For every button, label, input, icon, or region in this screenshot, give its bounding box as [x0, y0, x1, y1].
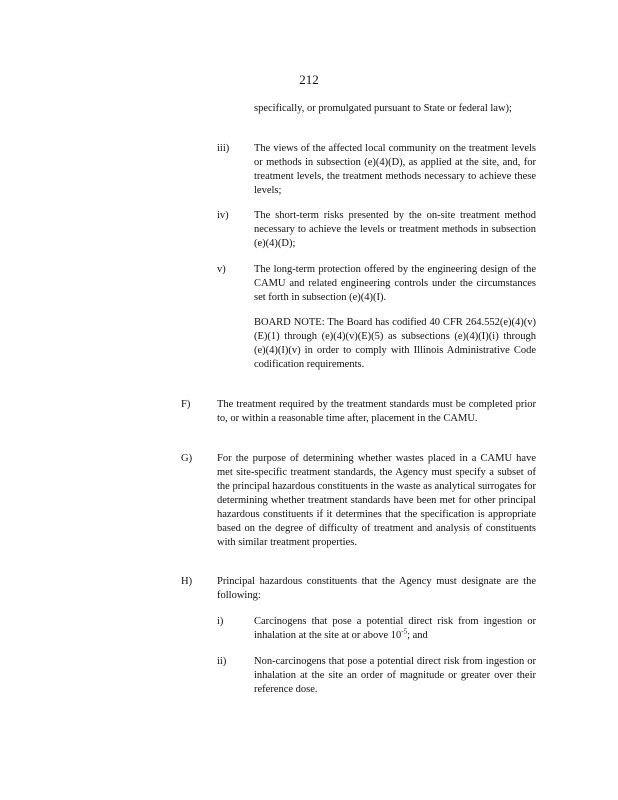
item-h-i-label: i) — [217, 616, 224, 627]
section-h-text: Principal hazardous constituents that the Agency must designate are the following: — [217, 576, 536, 601]
item-h-i-text: Carcinogens that pose a potential direct risk from ingestion or inhalation at the site at or above $10^{-5}$; and — [254, 616, 536, 641]
section-f-label: F) — [181, 399, 191, 410]
item-h-ii-label: ii) — [217, 656, 227, 667]
section-f-text: The treatment required by the treatment standards must be completed prior to, or within a reasonable time after, placement in the CAMU. — [217, 399, 536, 424]
item-v-label: v) — [217, 264, 226, 275]
item-iii-text: The views of the affected local community on the treatment levels or methods in subsection (e)(4)(D), as applied at the site, and, for treatment levels, the treatment methods necessary to achieve these levels; — [254, 143, 536, 196]
item-h-ii-text: Non-carcinogens that pose a potential direct risk from ingestion or inhalation at the site an order of magnitude or greater over their reference dose. — [254, 656, 536, 695]
section-h-label: H) — [181, 576, 193, 587]
page-number: 212 — [299, 72, 319, 87]
item-iv-text: The short-term risks presented by the on-site treatment method necessary to achieve the levels or treatment methods in subsection (e)(4)(D); — [254, 210, 536, 249]
board-note: BOARD NOTE: The Board has codified 40 CFR 264.552(e)(4)(v)(E)(1) through (e)(4)(v)(E)(5) as subsections (e)(4)(I)(i) through (e)(4)(I)(v) in order to comply with Illinois Administrative Code codification requirements. — [254, 317, 536, 370]
section-g-label: G) — [181, 453, 193, 464]
item-iii-label: iii) — [217, 143, 230, 154]
item-v-text: The long-term protection offered by the engineering design of the CAMU and related engineering controls under the circumstances set forth in subsection (e)(4)(I). — [254, 264, 536, 303]
exponent: -5 — [401, 627, 408, 636]
continuation-text: specifically, or promulgated pursuant to State or federal law); — [254, 103, 512, 114]
section-g-text: For the purpose of determining whether wastes placed in a CAMU have met site-specific treatment standards, the Agency must specify a subset of the principal hazardous constituents in the waste as analytical surrogates for determining whether treatment standards have been met for other principal hazardous constituents if it determines that the specification is appropriate based on the degree of difficulty of treatment and analysis of constituents with similar treatment properties. — [217, 453, 536, 548]
item-iv-label: iv) — [217, 210, 229, 221]
